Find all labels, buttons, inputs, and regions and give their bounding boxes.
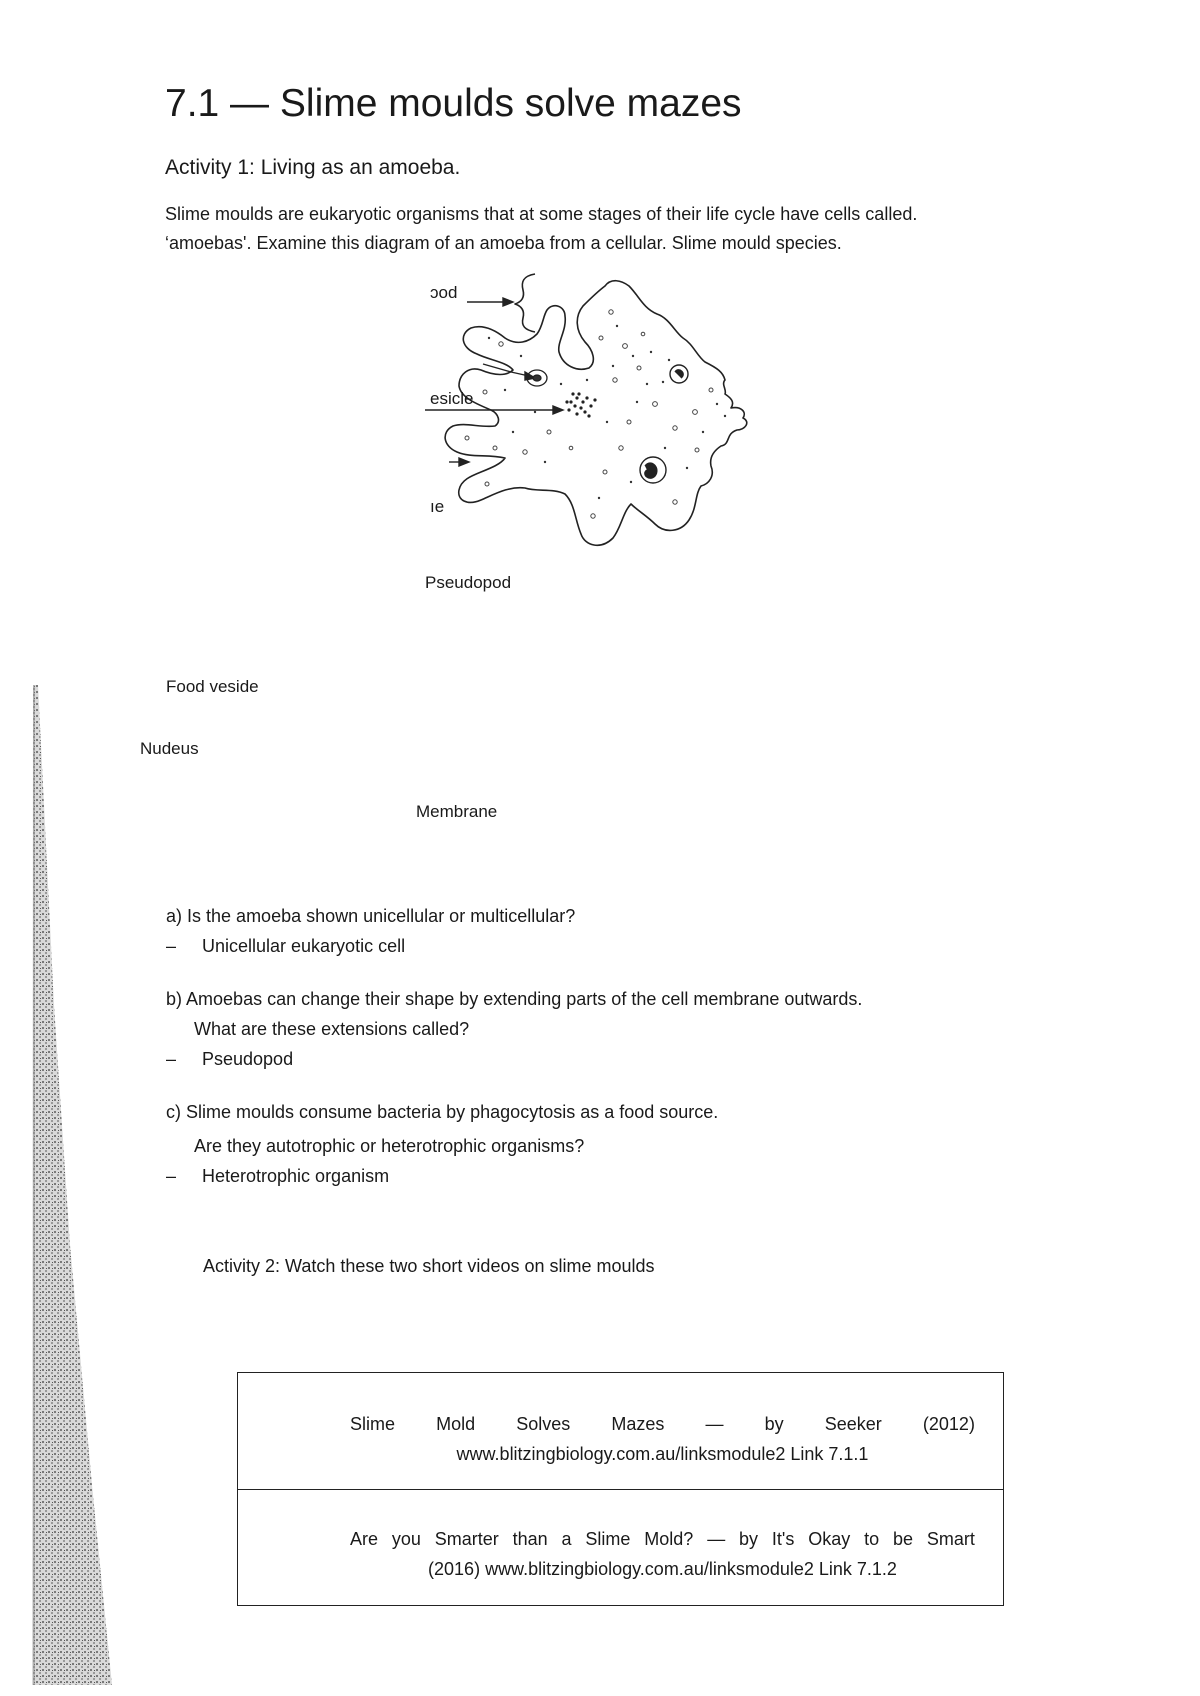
contractile-vacuole xyxy=(640,365,688,483)
link2-word: — xyxy=(707,1529,726,1549)
answer-dash: – xyxy=(166,1166,177,1186)
link1-word: — xyxy=(705,1414,724,1434)
activity2-heading: Activity 2: Watch these two short videos on slime moulds xyxy=(203,1256,655,1276)
link1-word: Mold xyxy=(436,1414,476,1434)
question-b xyxy=(166,984,862,1074)
scan-edge-artifact xyxy=(30,685,120,1685)
question-b-text-1: Amoebas can change their shape by extending parts of the cell membrane outwards. xyxy=(186,989,863,1009)
question-b-answer-text: Pseudopod xyxy=(202,1049,294,1069)
video-link-1-title[interactable] xyxy=(350,1409,975,1439)
label-food-vesicle: Food veside xyxy=(166,677,259,696)
link2-word: Smarter xyxy=(434,1529,499,1549)
question-b-answer xyxy=(166,1044,862,1074)
link1-word: by xyxy=(764,1414,784,1434)
video-link-2-title[interactable] xyxy=(350,1524,975,1554)
question-a-prompt xyxy=(166,901,575,931)
question-a xyxy=(166,901,575,961)
link2-word: a xyxy=(561,1529,572,1549)
question-a-text: Is the amoeba shown unicellular or multicellular? xyxy=(187,906,576,926)
link2-word: Smart xyxy=(926,1529,975,1549)
link2-word: than xyxy=(512,1529,548,1549)
diagram-inline-label-vesicle: esicle xyxy=(430,389,474,408)
link2-word: Are xyxy=(350,1529,379,1549)
question-a-answer-text: Unicellular eukaryotic cell xyxy=(202,936,406,956)
page-title: 7.1 — Slime moulds solve mazes xyxy=(165,82,742,125)
link2-word: Slime xyxy=(585,1529,631,1549)
answer-dash: – xyxy=(166,936,177,956)
link1-word: Mazes xyxy=(611,1414,665,1434)
label-membrane: Membrane xyxy=(416,802,498,821)
question-b-marker: b) xyxy=(166,989,183,1009)
question-c-marker: c) xyxy=(166,1102,181,1122)
amoeba-diagram xyxy=(425,272,845,572)
link2-word: be xyxy=(892,1529,914,1549)
link1-word: Solves xyxy=(516,1414,571,1434)
question-c-text-2: Are they autotrophic or heterotrophic organisms? xyxy=(194,1136,585,1156)
diagram-inline-label-membrane: ıe xyxy=(430,497,445,516)
video-links-box xyxy=(237,1372,1004,1606)
link1-word: Seeker xyxy=(824,1414,882,1434)
question-b-text-2: What are these extensions called? xyxy=(194,1019,470,1039)
label-nucleus: Nudeus xyxy=(140,739,199,758)
link2-word: Okay xyxy=(808,1529,851,1549)
intro-line-1: Slime moulds are eukaryotic organisms that at some stages of their life cycle have cells called. xyxy=(165,204,918,224)
link1-word: (2012) xyxy=(922,1414,975,1434)
intro-line-2: ‘amoebas'. Examine this diagram of an amoeba from a cellular. Slime mould species. xyxy=(165,233,842,253)
label-pseudopod: Pseudopod xyxy=(425,573,512,592)
link1-word: Slime xyxy=(350,1414,396,1434)
activity1-heading: Activity 1: Living as an amoeba. xyxy=(165,156,461,179)
question-c-answer xyxy=(166,1161,718,1191)
question-c-text-1: Slime moulds consume bacteria by phagocytosis as a food source. xyxy=(186,1102,719,1122)
question-c-answer-text: Heterotrophic organism xyxy=(202,1166,390,1186)
diagram-inline-label-pseudopod: ɔod xyxy=(430,283,458,302)
question-b-prompt-2 xyxy=(166,1014,862,1044)
link2-word: Mold? xyxy=(644,1529,694,1549)
link2-word: you xyxy=(391,1529,421,1549)
cytoplasm-granules xyxy=(465,310,713,518)
question-a-answer xyxy=(166,931,575,961)
question-a-marker: a) xyxy=(166,906,183,926)
link2-word: It's xyxy=(771,1529,795,1549)
question-c-prompt xyxy=(166,1097,718,1127)
answer-dash: – xyxy=(166,1049,177,1069)
link2-word: to xyxy=(864,1529,880,1549)
pseudopod-bracket xyxy=(515,274,535,332)
question-b-prompt xyxy=(166,984,862,1014)
amoeba-outline xyxy=(445,281,747,546)
intro-paragraph xyxy=(165,200,1065,258)
question-c xyxy=(166,1097,718,1191)
question-c-prompt-2 xyxy=(166,1131,718,1161)
video-link-1-url[interactable]: www.blitzingbiology.com.au/linksmodule2 Link 7.1.1 xyxy=(456,1444,869,1464)
video-link-2-url[interactable]: (2016) www.blitzingbiology.com.au/linksmodule2 Link 7.1.2 xyxy=(428,1559,897,1579)
nucleus xyxy=(565,392,596,417)
video-link-2[interactable] xyxy=(238,1489,1003,1605)
link2-word: by xyxy=(739,1529,759,1549)
video-link-1[interactable] xyxy=(238,1373,1003,1489)
